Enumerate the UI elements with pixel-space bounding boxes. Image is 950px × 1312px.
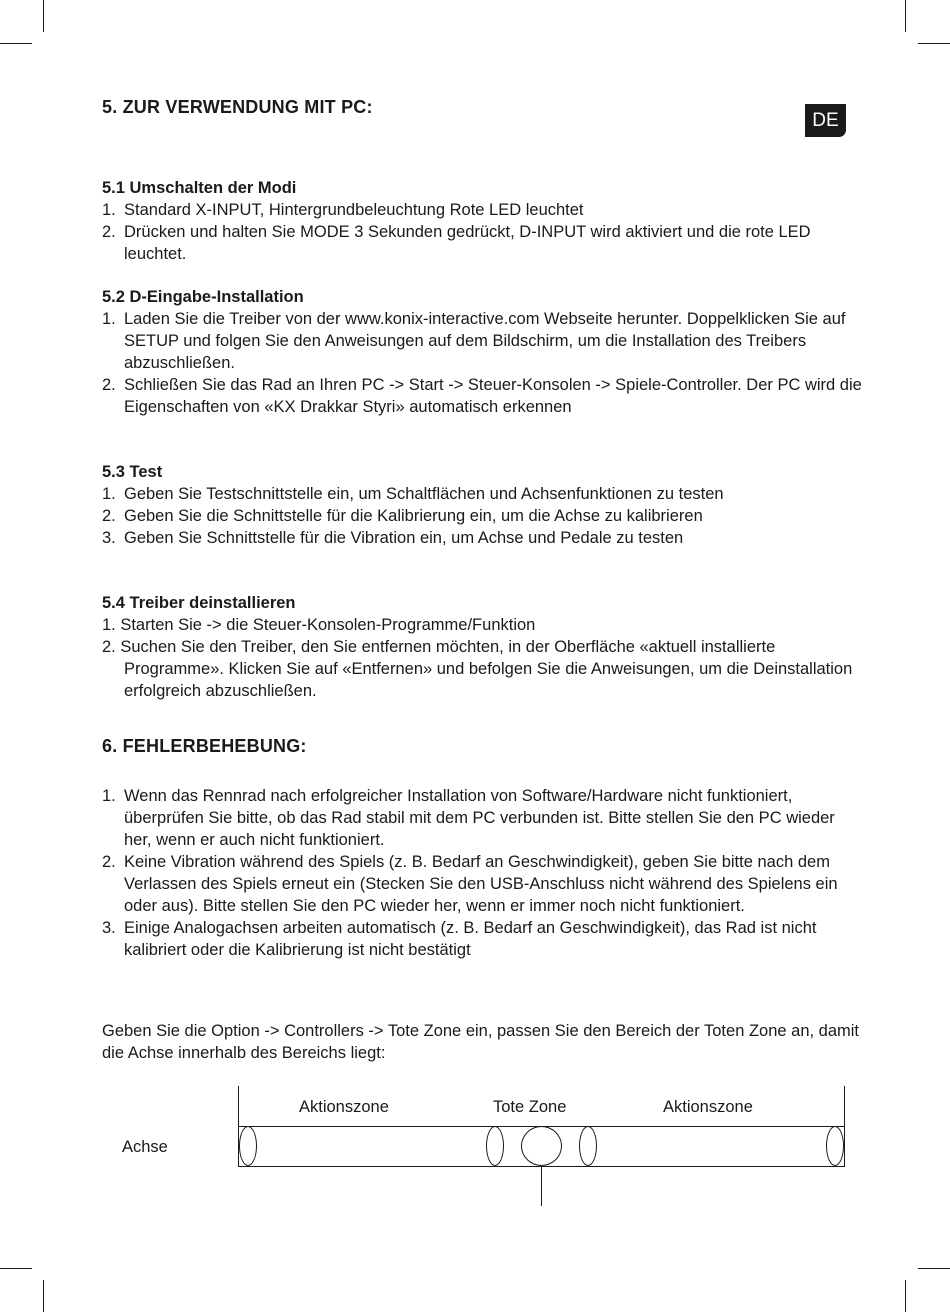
list-text: Einige Analogachsen arbeiten automatisch (z. B. Bedarf an Geschwindigkeit), das Rad ist nicht kalibriert oder die Kalibrierung ist nicht bestätigt [124,919,817,959]
list-number: 2. [102,376,116,394]
section-5-4 [102,592,862,702]
crop-mark [0,43,32,44]
section-title: 5.1 Umschalten der Modi [102,179,297,197]
dead-zone-boundary-right [579,1126,597,1166]
list-item [102,527,862,549]
list-number: 2. [102,507,116,525]
list-text: Keine Vibration während des Spiels (z. B. Bedarf an Geschwindigkeit), geben Sie bitte nach dem Verlassen des Spiels erneut ein (Stecken Sie den USB-Anschluss nicht während des Spielens ein oder aus). Bitte stellen Sie den PC wieder her, wenn er immer noch nicht funktioniert. [124,853,838,915]
section-5-2 [102,286,862,418]
list-text: Schließen Sie das Rad an Ihren PC -> Start -> Steuer-Konsolen -> Spiele-Controller. Der PC wird die Eigenschaften von «KX Drakkar Styri» automatisch erkennen [124,376,862,416]
crop-mark [43,1280,44,1312]
crop-mark [43,0,44,32]
center-marker-line [541,1166,542,1206]
section-heading-5: 5. ZUR VERWENDUNG MIT PC: [102,97,373,117]
section-heading-6: 6. FEHLERBEHEBUNG: [102,736,307,756]
list-number: 1. [102,787,116,805]
list-text: Wenn das Rennrad nach erfolgreicher Installation von Software/Hardware nicht funktioniert, überprüfen Sie bitte, ob das Rad stabil mit dem PC verbunden ist. Bitte stellen Sie den PC wieder her, wenn er auch nicht funktioniert. [124,787,835,849]
crop-mark [905,0,906,32]
center-knob-circle [521,1126,562,1166]
section-title: 5.2 D-Eingabe-Installation [102,288,304,306]
crop-mark [0,1268,32,1269]
section-title: 5.3 Test [102,463,163,481]
action-zone-label-left: Aktionszone [299,1098,389,1116]
section-6 [102,785,862,961]
crop-mark [905,1280,906,1312]
list-item [102,483,862,505]
list-item [102,374,862,418]
crop-mark [918,43,950,44]
list-item [102,308,862,374]
crop-mark [918,1268,950,1269]
axis-label: Achse [122,1138,168,1156]
list-text: Drücken und halten Sie MODE 3 Sekunden gedrückt, D-INPUT wird aktiviert und die rote LED leuchtet. [124,223,811,263]
list-number: 3. [102,529,116,547]
list-item [102,199,862,221]
list-item: 1. Starten Sie -> die Steuer-Konsolen-Programme/Funktion [102,616,536,634]
list-number: 1. [102,201,116,219]
list-text: Geben Sie Testschnittstelle ein, um Schaltflächen und Achsenfunktionen zu testen [124,485,724,503]
list-text: Geben Sie Schnittstelle für die Vibration ein, um Achse und Pedale zu testen [124,529,684,547]
list-number: 2. [102,223,116,241]
dead-zone-paragraph: Geben Sie die Option -> Controllers -> Tote Zone ein, passen Sie den Bereich der Toten Zone an, damit die Achse innerhalb des Bereichs liegt: [102,1022,860,1062]
section-5-3 [102,461,862,549]
section-title: 5.4 Treiber deinstallieren [102,594,296,612]
dead-zone-label: Tote Zone [493,1098,567,1116]
list-text: Laden Sie die Treiber von der www.konix-interactive.com Webseite herunter. Doppelklicken Sie auf SETUP und folgen Sie den Anweisungen auf dem Bildschirm, um die Installation des Treibers abzuschließen. [124,310,846,372]
list-text: Geben Sie die Schnittstelle für die Kalibrierung ein, um die Achse zu kalibrieren [124,507,703,525]
list-item [102,785,862,851]
list-item [102,221,862,265]
list-item [102,851,862,917]
list-number: 2. [102,853,116,871]
action-zone-label-right: Aktionszone [663,1098,753,1116]
dead-zone-diagram [0,1080,950,1220]
list-item [102,917,862,961]
list-text: Standard X-INPUT, Hintergrundbeleuchtung Rote LED leuchtet [124,201,584,219]
list-item [102,505,862,527]
language-badge: DE [805,104,846,137]
list-item: 2. Suchen Sie den Treiber, den Sie entfernen möchten, in der Oberfläche «aktuell installierte Programme». Klicken Sie auf «Entfernen» und befolgen Sie die Anweisungen, um die Deinstallation erfolgreich abzuschließen. [102,638,853,700]
list-number: 3. [102,919,116,937]
axis-end-oval-left [239,1126,257,1166]
list-number: 1. [102,310,116,328]
section-5-1 [102,177,862,265]
list-number: 1. [102,485,116,503]
dead-zone-boundary-left [486,1126,504,1166]
axis-end-oval-right [826,1126,844,1166]
